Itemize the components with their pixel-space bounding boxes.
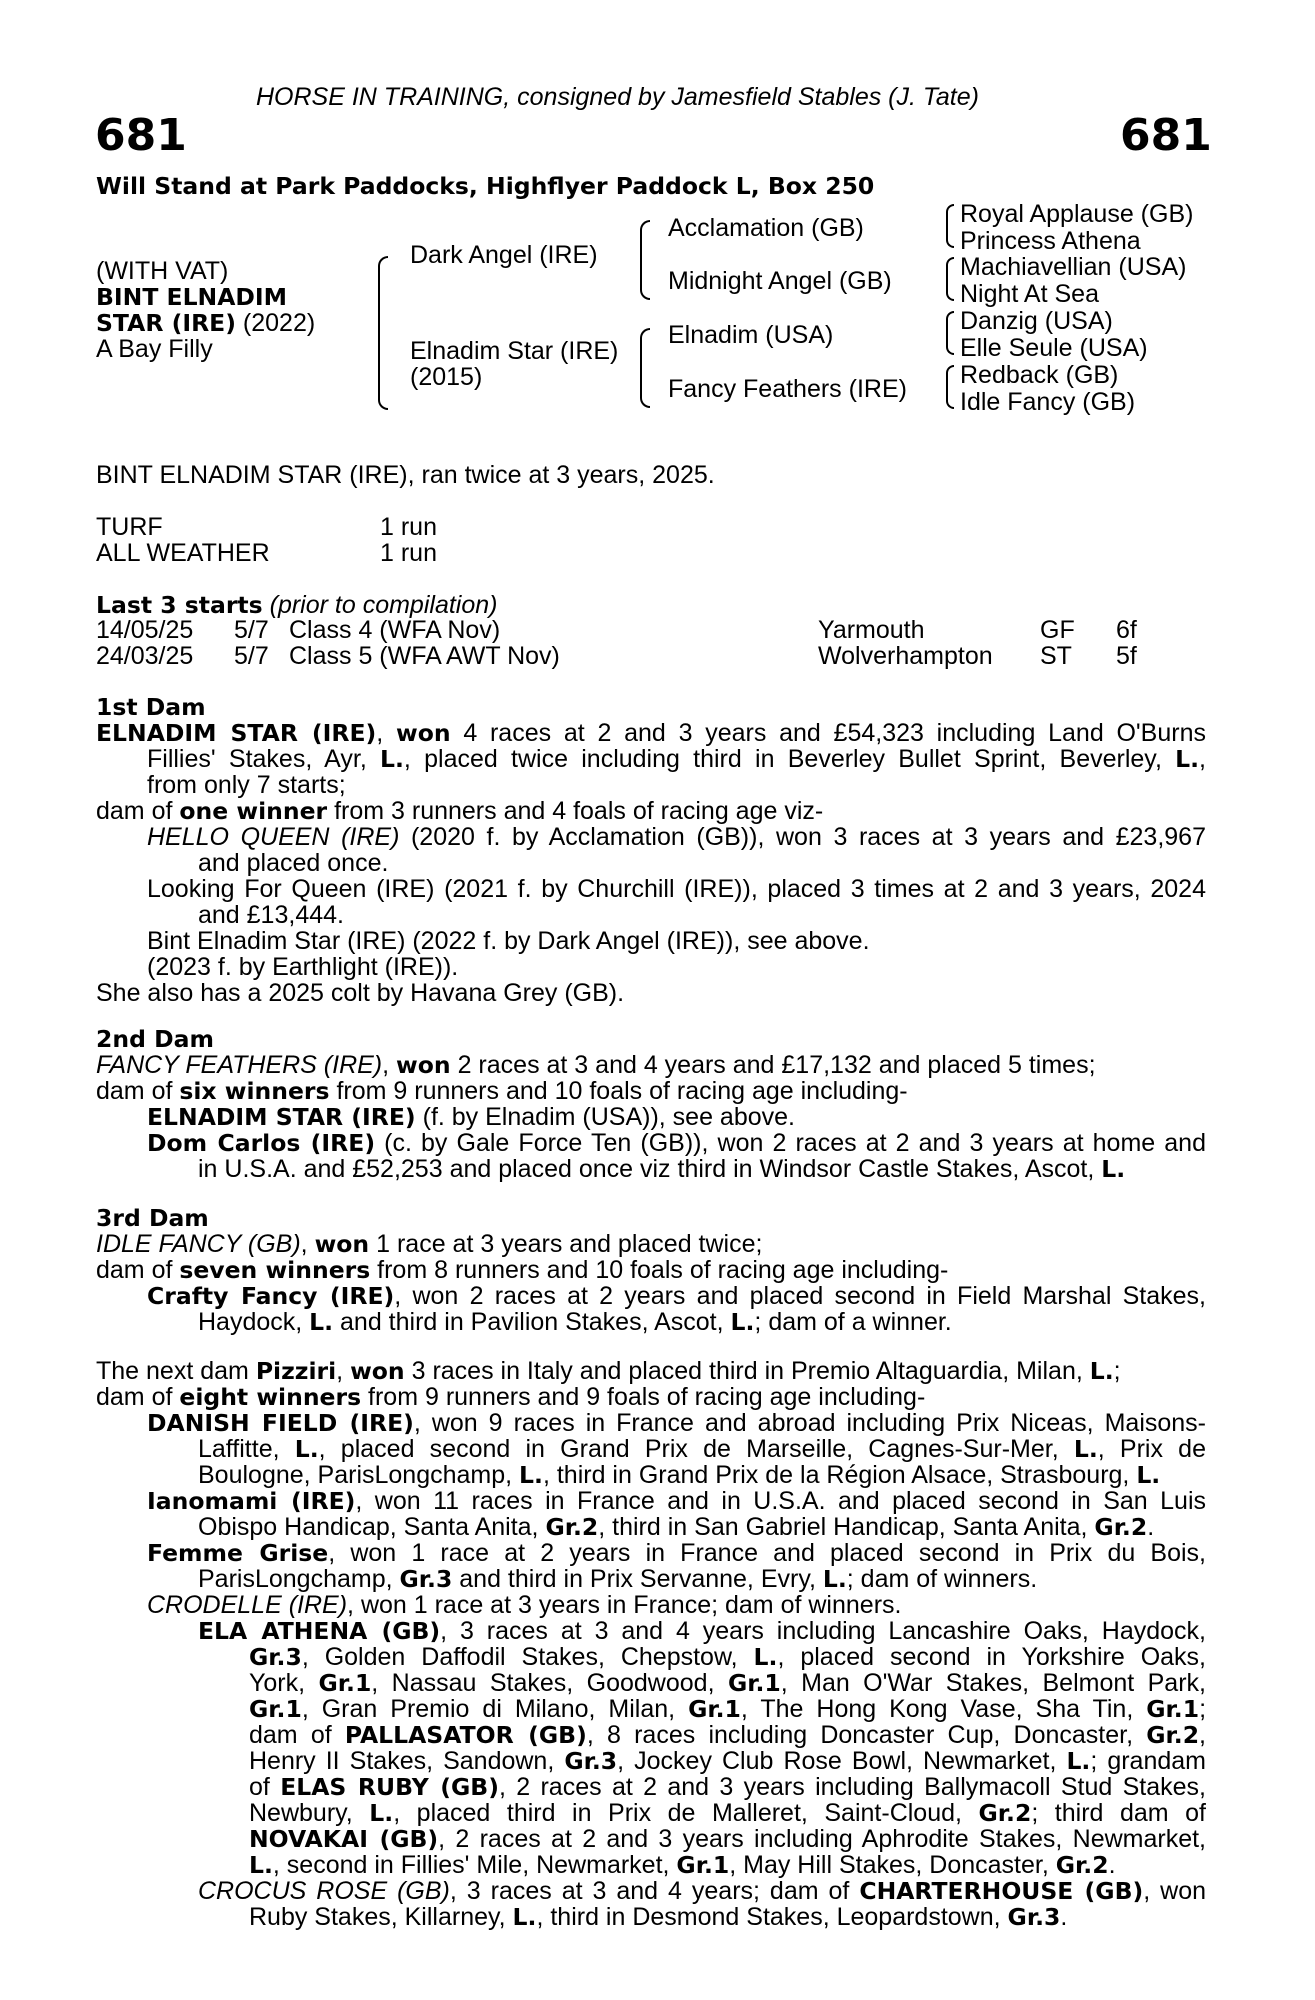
pedigree-dss: Danzig (USA) bbox=[960, 307, 1113, 335]
pedigree-ssd: Princess Athena bbox=[960, 227, 1141, 255]
list-item: L., second in Fillies' Mile, Newmarket, Gr.1, May Hill Stakes, Doncaster, Gr.2. bbox=[249, 1851, 1116, 1879]
list-item: York, Gr.1, Nassau Stakes, Goodwood, Gr.1, Man O'War Stakes, Belmont Park, bbox=[249, 1669, 1206, 1697]
pedigree-brace-ss bbox=[946, 204, 954, 248]
list-item: ELNADIM STAR (IRE) (f. by Elnadim (USA)), see above. bbox=[147, 1103, 795, 1131]
start-race: Class 4 (WFA Nov) bbox=[289, 616, 501, 644]
list-item: ParisLongchamp, Gr.3 and third in Prix Servanne, Evry, L.; dam of winners. bbox=[198, 1565, 1038, 1593]
list-item: dam of six winners from 9 runners and 10 foals of racing age including- bbox=[96, 1077, 908, 1105]
pedigree-brace-ds bbox=[946, 311, 954, 355]
list-item: dam of eight winners from 9 runners and 9 foals of racing age including- bbox=[96, 1383, 926, 1411]
list-item: DANISH FIELD (IRE), won 9 races in France and abroad including Prix Niceas, Maisons- bbox=[147, 1409, 1207, 1437]
list-item: She also has a 2025 colt by Havana Grey (GB). bbox=[96, 979, 625, 1007]
list-item: Haydock, L. and third in Pavilion Stakes, Ascot, L.; dam of a winner. bbox=[198, 1308, 952, 1336]
list-item: in U.S.A. and £52,253 and placed once viz third in Windsor Castle Stakes, Ascot, L. bbox=[198, 1155, 1126, 1183]
horse-description: A Bay Filly bbox=[96, 335, 213, 363]
list-item: Crafty Fancy (IRE), won 2 races at 2 years and placed second in Field Marshal Stakes, bbox=[147, 1282, 1206, 1310]
last-starts-heading bbox=[96, 592, 497, 618]
pedigree-brace-sire bbox=[640, 220, 650, 300]
pedigree-dds: Redback (GB) bbox=[960, 361, 1119, 389]
list-item: Gr.1, Gran Premio di Milano, Milan, Gr.1, The Hong Kong Vase, Sha Tin, Gr.1; bbox=[249, 1695, 1207, 1723]
list-item: Ianomami (IRE), won 11 races in France and in U.S.A. and placed second in San Luis bbox=[147, 1487, 1207, 1515]
second-dam-section bbox=[96, 1026, 1206, 1182]
pedigree-brace-sd bbox=[946, 257, 954, 301]
catalogue-header: HORSE IN TRAINING, consigned by Jamesfield Stables (J. Tate) bbox=[256, 83, 979, 111]
list-item: from only 7 starts; bbox=[147, 771, 346, 799]
list-item: ELA ATHENA (GB), 3 races at 3 and 4 years including Lancashire Oaks, Haydock, bbox=[198, 1617, 1206, 1645]
list-item: FANCY FEATHERS (IRE), won 2 races at 3 and 4 years and £17,132 and placed 5 times; bbox=[96, 1051, 1096, 1079]
list-item: Boulogne, ParisLongchamp, L., third in Grand Prix de la Région Alsace, Strasbourg, L. bbox=[198, 1461, 1161, 1489]
pedigree-dam-sire: Elnadim (USA) bbox=[668, 321, 834, 349]
section-heading: 1st Dam bbox=[96, 693, 206, 721]
start-race: Class 5 (WFA AWT Nov) bbox=[289, 642, 560, 670]
surface-turf-label: TURF bbox=[96, 513, 163, 541]
start-going: ST bbox=[1040, 642, 1072, 670]
section-heading: 2nd Dam bbox=[96, 1025, 214, 1053]
list-item: Dom Carlos (IRE) (c. by Gale Force Ten (GB)), won 2 races at 2 and 3 years at home and bbox=[147, 1129, 1206, 1157]
table-row bbox=[0, 617, 1315, 643]
list-item: Obispo Handicap, Santa Anita, Gr.2, third in San Gabriel Handicap, Santa Anita, Gr.2. bbox=[198, 1513, 1155, 1541]
pedigree-brace-dam bbox=[640, 328, 650, 408]
pedigree-sds: Machiavellian (USA) bbox=[960, 253, 1187, 281]
next-dam-section bbox=[96, 1358, 1206, 1930]
list-item: (2023 f. by Earthlight (IRE)). bbox=[147, 953, 459, 981]
pedigree-sire-sire: Acclamation (GB) bbox=[668, 214, 864, 242]
section-heading: 3rd Dam bbox=[96, 1204, 209, 1232]
start-date: 14/05/25 bbox=[96, 616, 194, 644]
start-course: Yarmouth bbox=[818, 616, 925, 644]
start-date: 24/03/25 bbox=[96, 642, 194, 670]
stabling-location: Will Stand at Park Paddocks, Highflyer Paddock L, Box 250 bbox=[96, 172, 875, 200]
list-item: Laffitte, L., placed second in Grand Prix de Marseille, Cagnes-Sur-Mer, L., Prix de bbox=[198, 1435, 1206, 1463]
list-item: of ELAS RUBY (GB), 2 races at 2 and 3 years including Ballymacoll Stud Stakes, bbox=[249, 1773, 1206, 1801]
start-distance: 5f bbox=[1116, 642, 1137, 670]
list-item: Bint Elnadim Star (IRE) (2022 f. by Dark Angel (IRE)), see above. bbox=[147, 927, 870, 955]
lot-number-left: 681 bbox=[95, 110, 187, 161]
list-item: and £13,444. bbox=[198, 901, 344, 929]
last-starts-note: (prior to compilation) bbox=[262, 591, 498, 619]
list-item: and placed once. bbox=[198, 849, 389, 877]
start-going: GF bbox=[1040, 616, 1075, 644]
list-item: CROCUS ROSE (GB), 3 races at 3 and 4 years; dam of CHARTERHOUSE (GB), won bbox=[198, 1877, 1206, 1905]
horse-name-line1: BINT ELNADIM bbox=[96, 283, 288, 311]
pedigree-ddd: Idle Fancy (GB) bbox=[960, 388, 1136, 416]
horse-name-part2: STAR (IRE) bbox=[96, 309, 236, 337]
list-item: Henry II Stakes, Sandown, Gr.3, Jockey Club Rose Bowl, Newmarket, L.; grandam bbox=[249, 1747, 1207, 1775]
pedigree-sire: Dark Angel (IRE) bbox=[410, 241, 598, 269]
list-item: CRODELLE (IRE), won 1 race at 3 years in France; dam of winners. bbox=[147, 1591, 902, 1619]
pedigree-dsd: Elle Seule (USA) bbox=[960, 334, 1148, 362]
third-dam-section bbox=[96, 1205, 1206, 1335]
list-item: Femme Grise, won 1 race at 2 years in France and placed second in Prix du Bois, bbox=[147, 1539, 1207, 1567]
vat-note: (WITH VAT) bbox=[96, 257, 229, 285]
surface-aw-value: 1 run bbox=[380, 539, 437, 567]
surface-turf-value: 1 run bbox=[380, 513, 437, 541]
list-item: HELLO QUEEN (IRE) (2020 f. by Acclamation (GB)), won 3 races at 3 years and £23,967 bbox=[147, 823, 1206, 851]
pedigree-sdd: Night At Sea bbox=[960, 280, 1099, 308]
start-distance: 6f bbox=[1116, 616, 1137, 644]
pedigree-dam-name: Elnadim Star (IRE) bbox=[410, 337, 619, 365]
start-course: Wolverhampton bbox=[818, 642, 993, 670]
list-item: dam of seven winners from 8 runners and 10 foals of racing age including- bbox=[96, 1256, 949, 1284]
first-dam-section bbox=[96, 694, 1206, 1006]
pedigree-sire-dam: Midnight Angel (GB) bbox=[668, 267, 892, 295]
list-item: Looking For Queen (IRE) (2021 f. by Churchill (IRE)), placed 3 times at 2 and 3 years, 2024 bbox=[147, 875, 1206, 903]
list-item: ELNADIM STAR (IRE), won 4 races at 2 and 3 years and £54,323 including Land O'Burns bbox=[96, 719, 1206, 747]
horse-foaling-year: (2022) bbox=[235, 309, 316, 337]
horse-name-line2 bbox=[96, 310, 315, 336]
list-item: Newbury, L., placed third in Prix de Malleret, Saint-Cloud, Gr.2; third dam of bbox=[249, 1799, 1206, 1827]
lot-number-right: 681 bbox=[1120, 110, 1212, 161]
pedigree-brace-dd bbox=[946, 365, 954, 409]
list-item: IDLE FANCY (GB), won 1 race at 3 years and placed twice; bbox=[96, 1230, 763, 1258]
race-record-summary: BINT ELNADIM STAR (IRE), ran twice at 3 years, 2025. bbox=[96, 461, 715, 489]
pedigree-dam-dam: Fancy Feathers (IRE) bbox=[668, 375, 907, 403]
surface-aw-label: ALL WEATHER bbox=[96, 539, 270, 567]
pedigree-sss: Royal Applause (GB) bbox=[960, 200, 1194, 228]
list-item: Ruby Stakes, Killarney, L., third in Desmond Stakes, Leopardstown, Gr.3. bbox=[249, 1903, 1068, 1931]
list-item: Fillies' Stakes, Ayr, L., placed twice including third in Beverley Bullet Sprint, Beverley, L., bbox=[147, 745, 1206, 773]
last-starts-title: Last 3 starts bbox=[96, 591, 263, 619]
start-position: 5/7 bbox=[234, 642, 269, 670]
list-item: dam of PALLASATOR (GB), 8 races including Doncaster Cup, Doncaster, Gr.2, bbox=[249, 1721, 1206, 1749]
list-item: NOVAKAI (GB), 2 races at 2 and 3 years including Aphrodite Stakes, Newmarket, bbox=[249, 1825, 1206, 1853]
table-row bbox=[0, 643, 1315, 669]
start-position: 5/7 bbox=[234, 616, 269, 644]
list-item: The next dam Pizziri, won 3 races in Italy and placed third in Premio Altaguardia, Milan, L.; bbox=[96, 1357, 1121, 1385]
list-item: Gr.3, Golden Daffodil Stakes, Chepstow, L., placed second in Yorkshire Oaks, bbox=[249, 1643, 1206, 1671]
list-item: dam of one winner from 3 runners and 4 foals of racing age viz- bbox=[96, 797, 824, 825]
pedigree-dam-year: (2015) bbox=[410, 363, 483, 391]
pedigree-brace-gen1 bbox=[378, 256, 388, 410]
